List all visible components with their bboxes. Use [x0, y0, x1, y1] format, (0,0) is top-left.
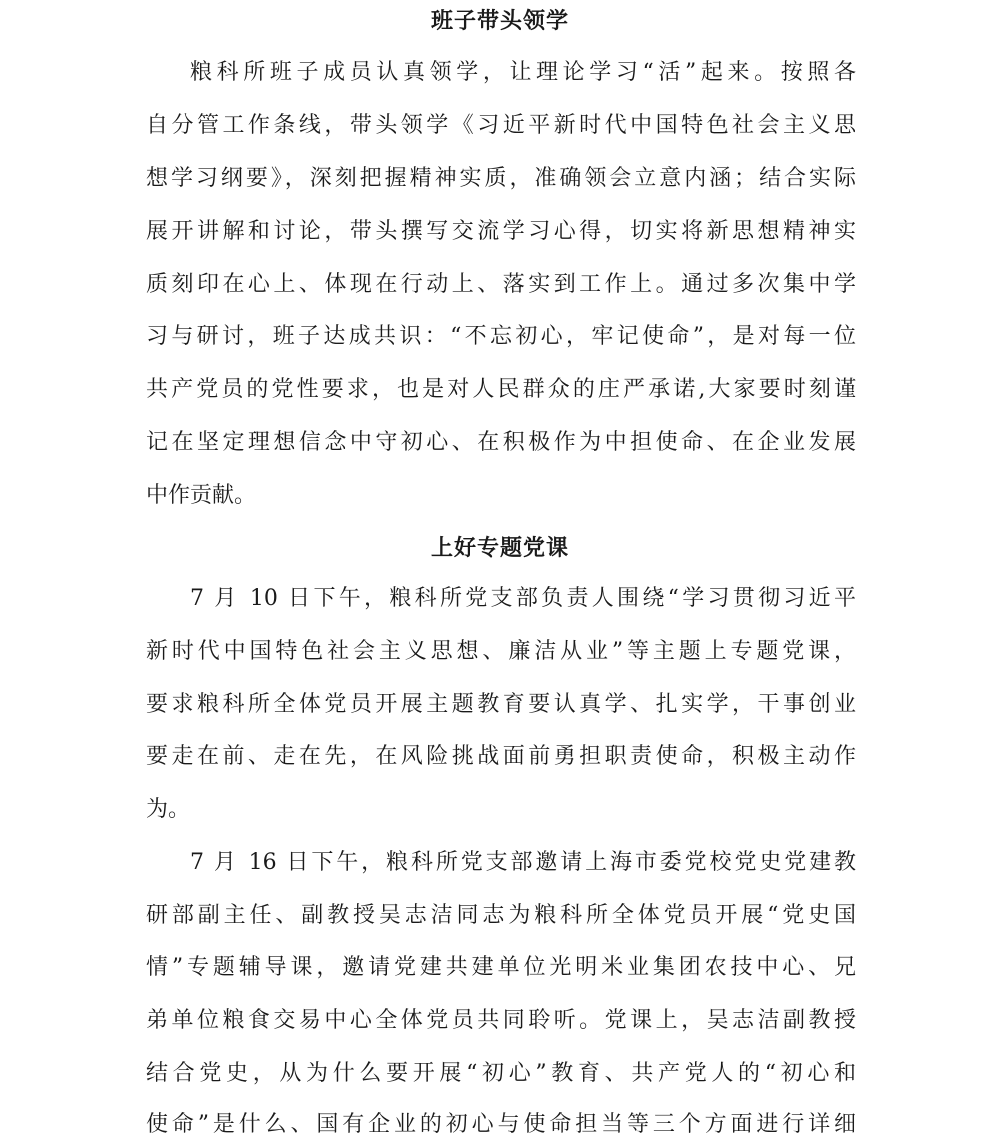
text-line: 粮科所班子成员认真领学，让理论学习“活”起来。按照各 — [190, 60, 856, 85]
text-line: 展开讲解和讨论，带头撰写交流学习心得，切实将新思想精神实 — [146, 219, 856, 244]
text-line: 研部副主任、副教授吴志洁同志为粮科所全体党员开展“党史国 — [146, 903, 856, 928]
section-heading: 上好专题党课 — [430, 535, 569, 561]
text-line: 新时代中国特色社会主义思想、廉洁从业”等主题上专题党课， — [146, 639, 856, 664]
text-line: 7 月 10 日下午，粮科所党支部负责人围绕“学习贯彻习近平 — [190, 586, 856, 611]
text-line: 使命”是什么、国有企业的初心与使命担当等三个方面进行详细 — [146, 1112, 856, 1137]
text-line: 共产党员的党性要求，也是对人民群众的庄严承诺,大家要时刻谨 — [146, 377, 856, 402]
text-line: 记在坚定理想信念中守初心、在积极作为中担使命、在企业发展 — [146, 430, 856, 455]
text-line: 弟单位粮食交易中心全体党员共同聆听。党课上，吴志洁副教授 — [146, 1008, 856, 1033]
text-line: 结合党史，从为什么要开展“初心”教育、共产党人的“初心和 — [146, 1061, 856, 1086]
section-heading: 班子带头领学 — [430, 8, 569, 34]
text-line: 为。 — [146, 797, 191, 822]
text-line: 7 月 16 日下午，粮科所党支部邀请上海市委党校党史党建教 — [190, 850, 856, 875]
text-line: 自分管工作条线，带头领学《习近平新时代中国特色社会主义思 — [146, 113, 856, 138]
text-line: 想学习纲要》，深刻把握精神实质，准确领会立意内涵；结合实际 — [146, 166, 856, 191]
text-line: 要求粮科所全体党员开展主题教育要认真学、扎实学，干事创业 — [146, 692, 856, 717]
text-line: 情”专题辅导课，邀请党建共建单位光明米业集团农技中心、兄 — [146, 955, 856, 980]
text-line: 中作贡献。 — [146, 483, 257, 508]
text-line: 要走在前、走在先，在风险挑战面前勇担职责使命，积极主动作 — [146, 744, 856, 769]
text-line: 习与研讨，班子达成共识：“不忘初心，牢记使命”，是对每一位 — [146, 324, 856, 349]
text-line: 质刻印在心上、体现在行动上、落实到工作上。通过多次集中学 — [146, 272, 856, 297]
